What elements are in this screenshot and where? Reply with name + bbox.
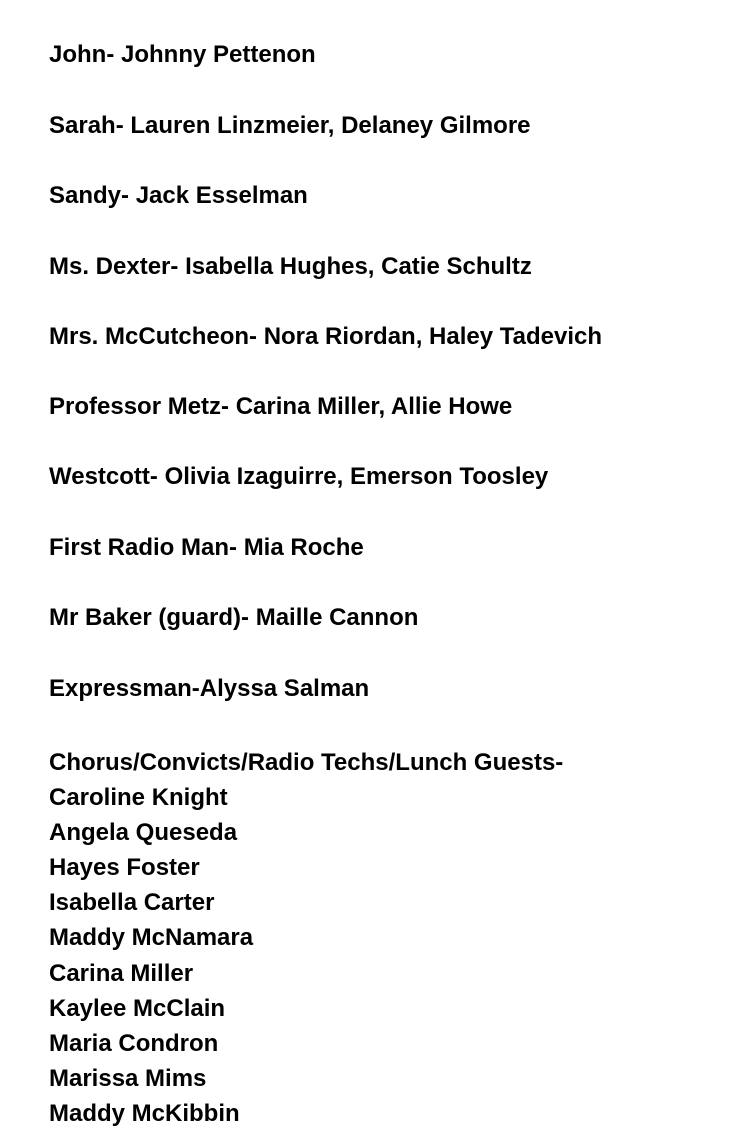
separator: -	[106, 41, 121, 68]
actor-names: Maille Cannon	[255, 604, 419, 631]
role-name: Sarah	[49, 112, 116, 139]
chorus-section	[49, 745, 563, 1131]
cast-line-expressman	[49, 675, 369, 703]
actor-names: Olivia Izaguirre, Emerson Toosley	[164, 463, 549, 490]
chorus-member: Maddy McNamara	[49, 924, 254, 952]
cast-line-westcott	[49, 463, 548, 491]
chorus-member: Maria Condron	[49, 1029, 219, 1057]
cast-line-sarah	[49, 112, 531, 140]
chorus-member: Marissa Mims	[49, 1064, 207, 1092]
separator: -	[191, 675, 200, 702]
cast-line-mrs-mccutcheon	[49, 323, 602, 351]
chorus-member: Caroline Knight	[49, 784, 228, 812]
chorus-member: Kaylee McClain	[49, 994, 226, 1022]
role-name: Professor Metz	[49, 393, 222, 420]
role-name: Mrs. McCutcheon	[49, 323, 250, 350]
actor-names: Nora Riordan, Haley Tadevich	[263, 323, 603, 350]
actor-names: Lauren Linzmeier, Delaney Gilmore	[130, 112, 531, 139]
cast-line-sandy	[49, 182, 308, 210]
role-name: Mr Baker (guard)	[49, 604, 242, 631]
chorus-member: Isabella Carter	[49, 889, 215, 917]
role-name: Sandy	[49, 182, 122, 209]
separator: -	[170, 253, 186, 280]
cast-line-first-radio-man	[49, 534, 364, 562]
actor-names: Jack Esselman	[135, 182, 308, 209]
separator: -	[221, 393, 236, 420]
chorus-heading: Chorus/Convicts/Radio Techs/Lunch Guests-	[49, 749, 564, 776]
separator: -	[115, 112, 131, 139]
separator: -	[149, 463, 165, 490]
actor-names: Alyssa Salman	[199, 675, 370, 702]
chorus-member: Carina Miller	[49, 959, 194, 987]
cast-line-ms-dexter	[49, 253, 532, 281]
separator: -	[249, 323, 264, 350]
role-name: Expressman	[49, 675, 192, 702]
role-name: John	[49, 41, 107, 68]
cast-line-john	[49, 41, 316, 69]
cast-line-mr-baker	[49, 604, 418, 632]
chorus-member: Maddy McKibbin	[49, 1099, 240, 1127]
actor-names: Mia Roche	[243, 534, 364, 561]
separator: -	[121, 182, 136, 209]
role-name: Ms. Dexter	[49, 253, 171, 280]
chorus-member: Hayes Foster	[49, 854, 200, 882]
actor-names: Johnny Pettenon	[121, 41, 316, 68]
role-name: Westcott	[49, 463, 150, 490]
chorus-member: Angela Queseda	[49, 819, 238, 847]
separator: -	[229, 534, 244, 561]
actor-names: Carina Miller, Allie Howe	[235, 393, 513, 420]
cast-line-professor-metz	[49, 393, 512, 421]
role-name: First Radio Man	[49, 534, 230, 561]
separator: -	[241, 604, 256, 631]
actor-names: Isabella Hughes, Catie Schultz	[185, 253, 532, 280]
